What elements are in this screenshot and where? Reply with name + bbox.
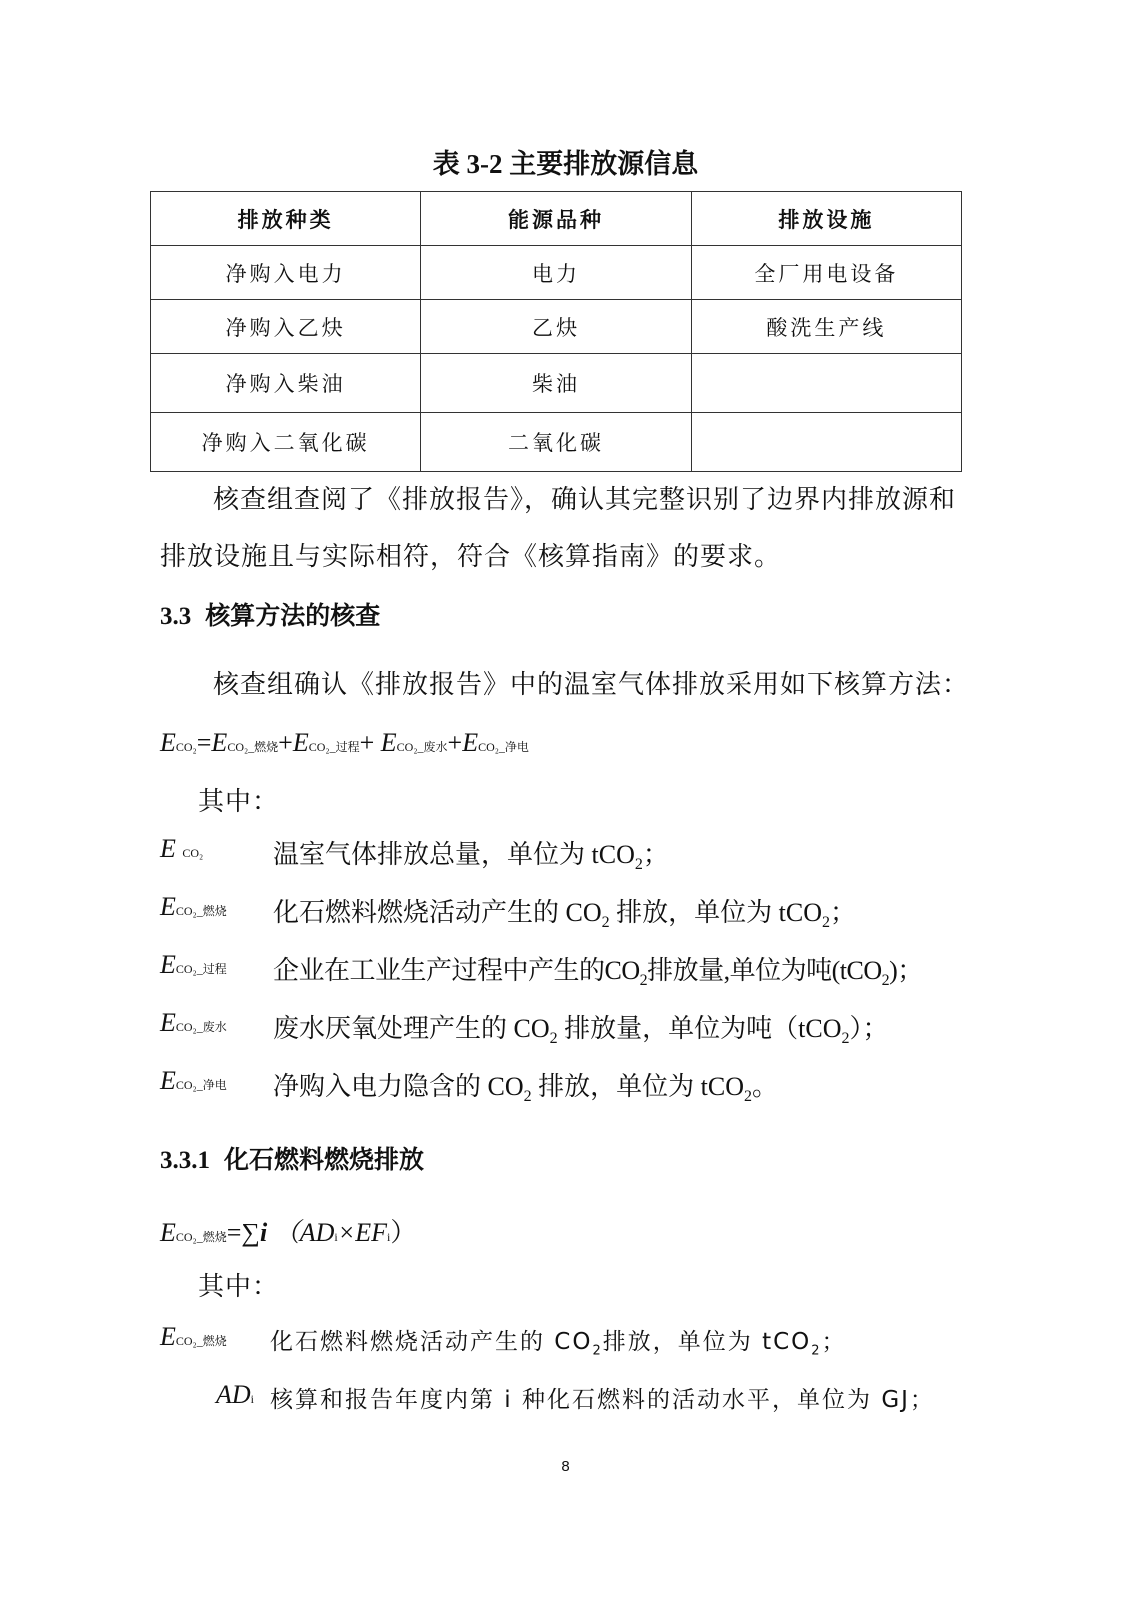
paragraph-line: 核查组查阅了《排放报告》，确认其完整识别了边界内排放源和 <box>213 485 957 514</box>
section-number: 3.3 <box>160 603 192 630</box>
section-number: 3.3.1 <box>160 1147 210 1174</box>
table-cell: 电力 <box>421 246 691 300</box>
definition-symbol: E CO₂ <box>160 834 204 863</box>
table-cell: 柴油 <box>421 354 691 413</box>
table-row <box>151 354 962 413</box>
table-cell: 净购入柴油 <box>151 354 421 413</box>
where-label: 其中： <box>198 787 280 816</box>
formula-total-emission: ECO₂=ECO₂_燃烧+ECO₂_过程+ ECO₂_废水+ECO₂_净电 <box>160 728 529 757</box>
definition-text: 温室气体排放总量，单位为 tCO$_2$； <box>273 840 669 874</box>
definition-text: 企业在工业生产过程中产生的$CO_2$排放量,单位为吨(tCO$_2$)； <box>273 956 923 990</box>
definition-symbol: ECO₂_燃烧 <box>160 892 227 921</box>
definition-text: 净购入电力隐含的 $CO_2$ 排放，单位为 tCO$_2$。 <box>273 1072 778 1106</box>
table-header-row <box>151 192 962 246</box>
definition-symbol: ECO₂_废水 <box>160 1008 227 1037</box>
table-cell: 乙炔 <box>421 300 691 354</box>
definition-symbol: ADi <box>216 1380 255 1409</box>
table-cell: 二氧化碳 <box>421 413 691 472</box>
table-cell <box>691 413 961 472</box>
definition-symbol: ECO₂_过程 <box>160 950 227 979</box>
table-cell: 全厂用电设备 <box>691 246 961 300</box>
paragraph-line: 排放设施且与实际相符，符合《核算指南》的要求。 <box>160 542 782 571</box>
table-cell: 净购入二氧化碳 <box>151 413 421 472</box>
section-heading <box>160 596 380 632</box>
definition-text: 核算和报告年度内第 i 种化石燃料的活动水平，单位为 GJ； <box>270 1387 935 1413</box>
page-number: 8 <box>561 1458 570 1475</box>
section-title: 核算方法的核查 <box>205 603 381 630</box>
header-emission-type: 排放种类 <box>151 192 421 246</box>
section-heading <box>160 1140 424 1176</box>
table-cell: 酸洗生产线 <box>691 300 961 354</box>
definition-text: 废水厌氧处理产生的 $CO_2$ 排放量，单位为吨（tCO$_2$）； <box>273 1014 889 1048</box>
header-energy-type: 能源品种 <box>421 192 691 246</box>
where-label: 其中： <box>198 1272 280 1301</box>
table-row <box>151 300 962 354</box>
table-cell: 净购入乙炔 <box>151 300 421 354</box>
table-row <box>151 413 962 472</box>
definition-symbol: ECO₂_净电 <box>160 1066 227 1095</box>
paragraph-line: 核查组确认《排放报告》中的温室气体排放采用如下核算方法： <box>213 670 970 699</box>
definition-text: 化石燃料燃烧活动产生的 $CO_2$ 排放，单位为 tCO$_2$； <box>273 898 856 932</box>
table-row <box>151 246 962 300</box>
table-caption: 表 3-2 主要排放源信息 <box>432 149 699 179</box>
definition-text: 化石燃料燃烧活动产生的 $CO_2$排放，单位为 tCO$_2$； <box>270 1329 847 1359</box>
section-title: 化石燃料燃烧排放 <box>224 1147 425 1174</box>
header-emission-facility: 排放设施 <box>691 192 961 246</box>
emission-source-table <box>150 191 962 472</box>
table-cell <box>691 354 961 413</box>
definition-symbol: ECO₂_燃烧 <box>160 1322 227 1351</box>
formula-fossil-combustion: ECO₂_燃烧=∑i （ADi×EFi） <box>160 1218 417 1247</box>
table-cell: 净购入电力 <box>151 246 421 300</box>
